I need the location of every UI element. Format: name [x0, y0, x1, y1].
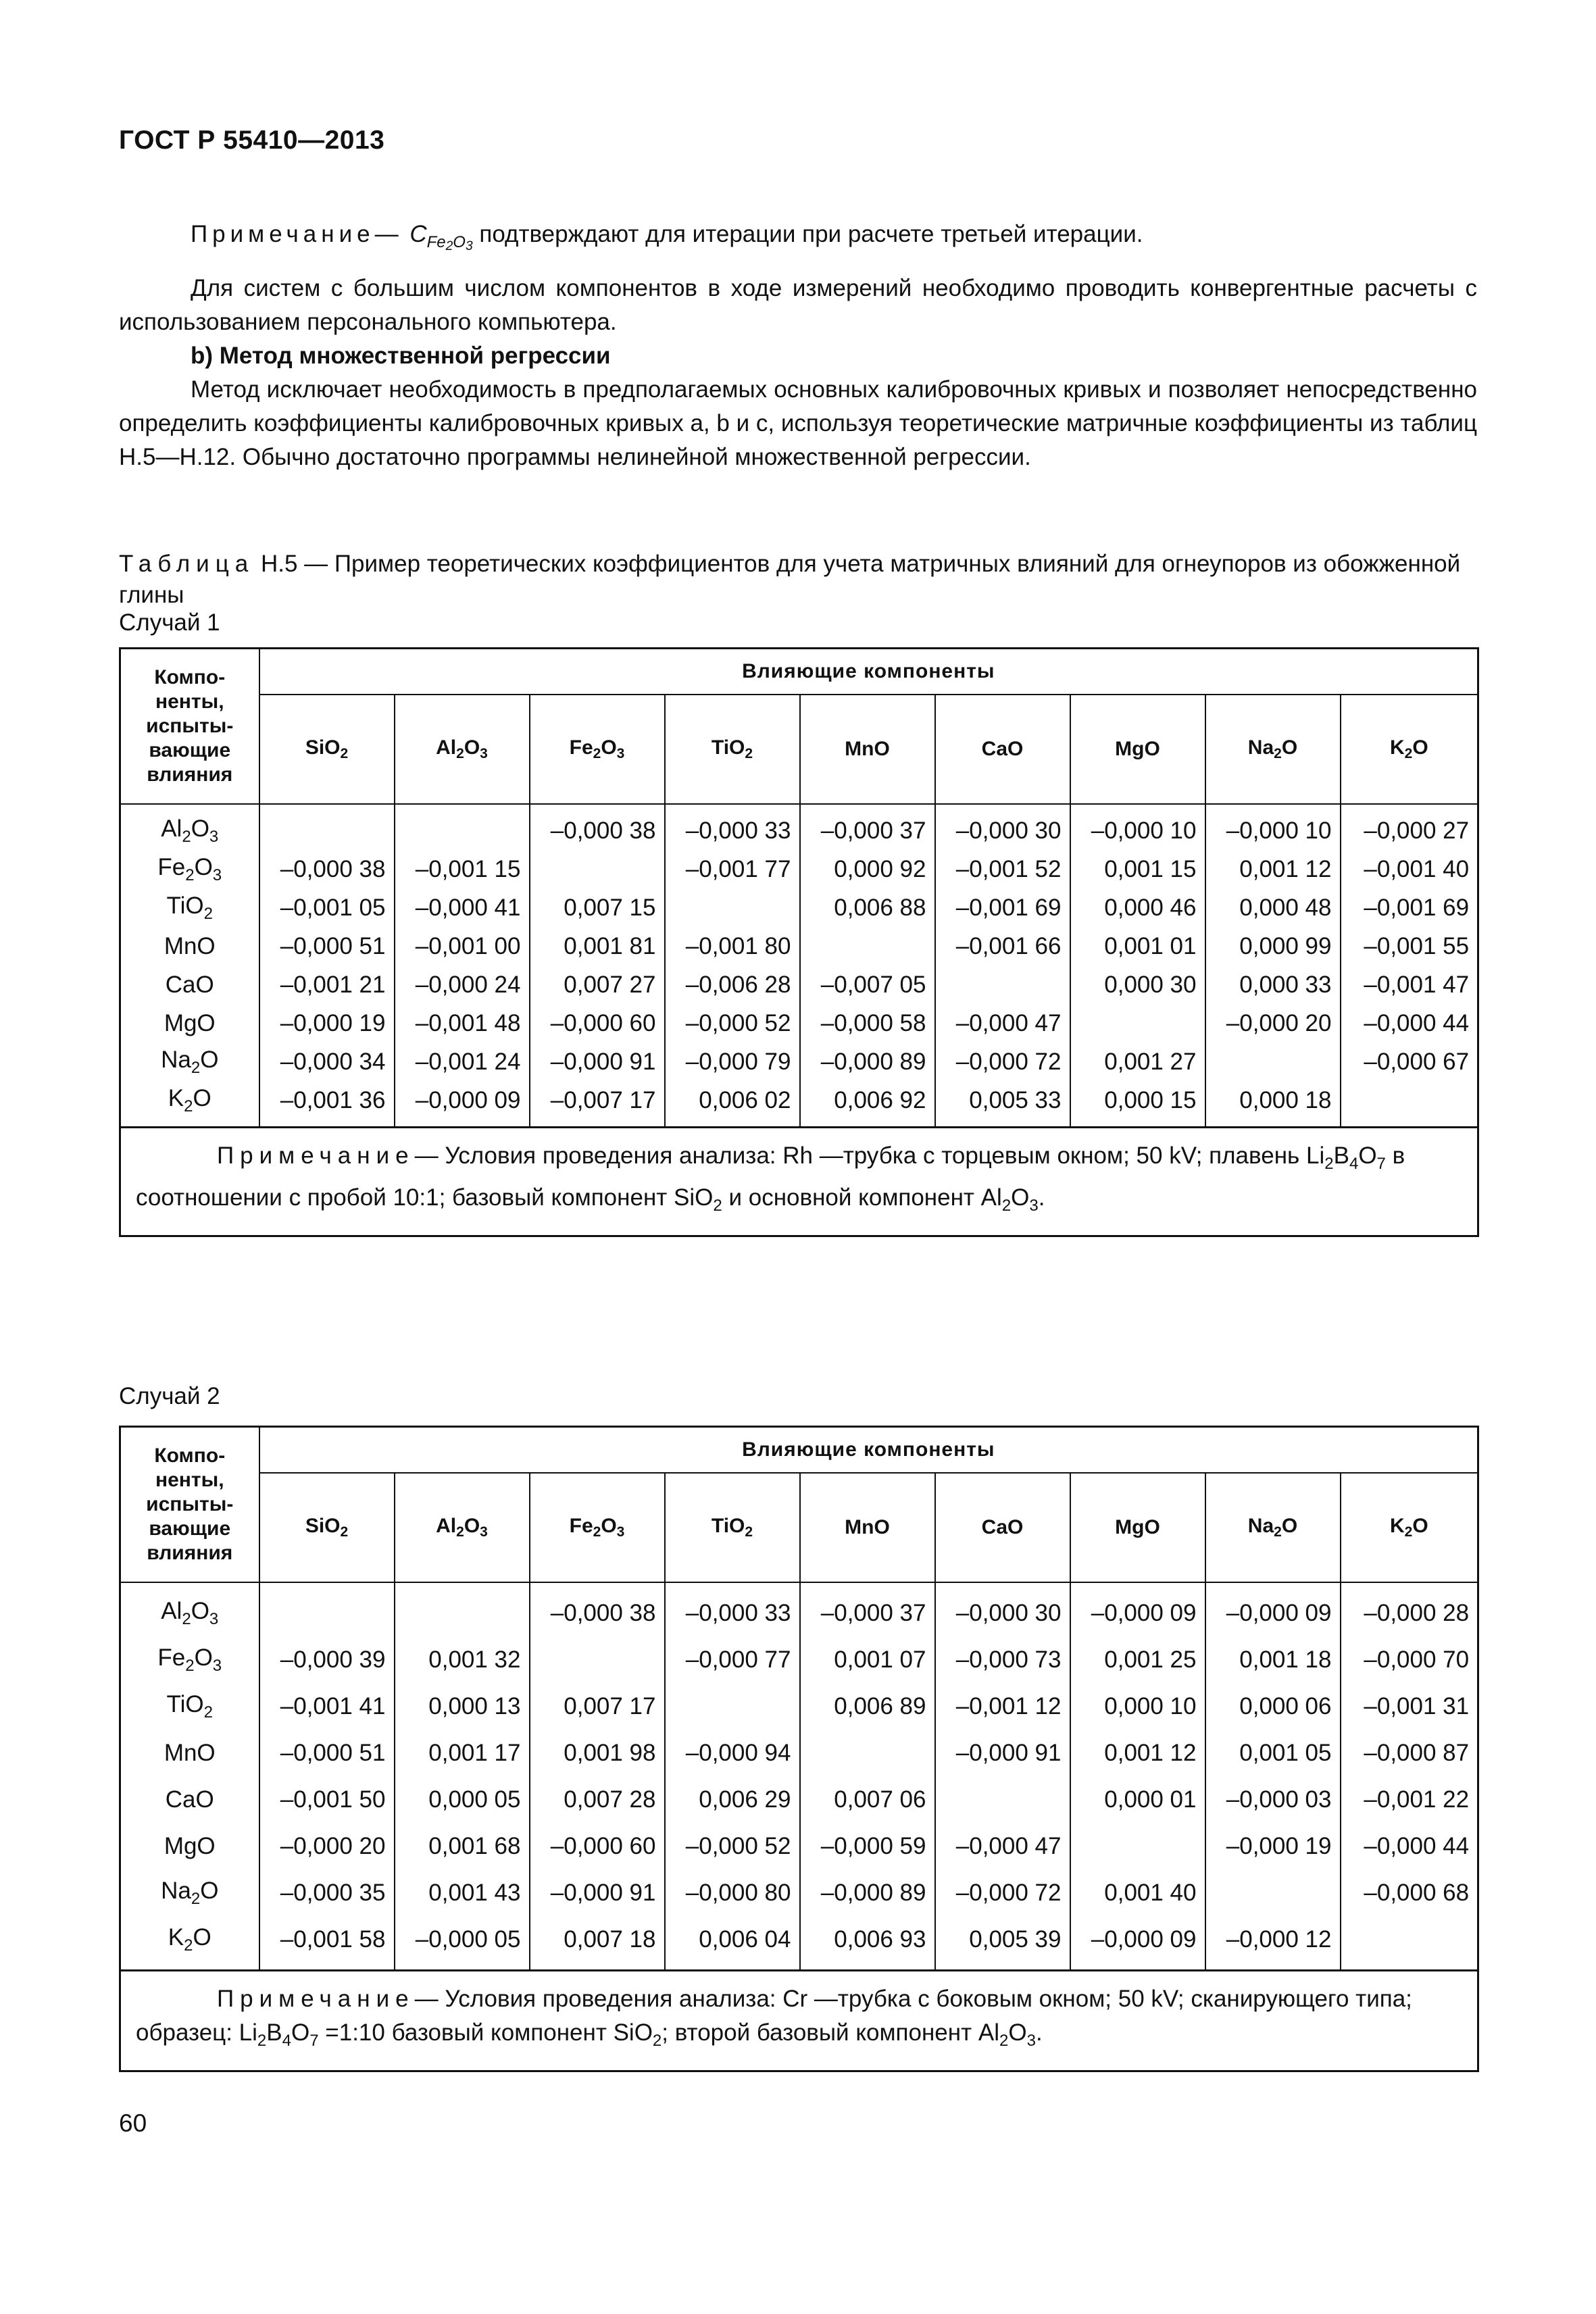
case2-cell [665, 1683, 800, 1730]
case1-row-name: $K_2O$ [120, 1081, 259, 1120]
case1-cell: –0,001 47 [1341, 965, 1478, 1004]
case1-cell: 0,000 46 [1070, 888, 1205, 927]
case2-cell: 0,001 68 [395, 1823, 530, 1869]
table-row [120, 1004, 1478, 1042]
standard-header: ГОСТ Р 55410—2013 [119, 126, 385, 155]
case2-cell [530, 1636, 665, 1683]
case1-cell: 0,007 27 [530, 965, 665, 1004]
case1-cell: 0,001 27 [1070, 1042, 1205, 1081]
case2-cell: –0,000 30 [935, 1590, 1070, 1636]
case2-cell: –0,000 20 [259, 1823, 395, 1869]
case1-cell: 0,000 30 [1070, 965, 1205, 1004]
case2-cell: 0,000 13 [395, 1683, 530, 1730]
case2-cell: 0,001 05 [1205, 1730, 1341, 1776]
case2-col-header-cao: CaO [935, 1473, 1070, 1582]
case2-cell [800, 1730, 935, 1776]
case1-cell: –0,000 33 [665, 811, 800, 850]
case2-cell: –0,000 51 [259, 1730, 395, 1776]
case1-cell: 0,001 01 [1070, 927, 1205, 965]
case1-cell: –0,001 15 [395, 850, 530, 888]
case2-cell: –0,000 70 [1341, 1636, 1478, 1683]
case1-cell: –0,000 51 [259, 927, 395, 965]
note-top-symbol-sub: Fe2O3 [426, 233, 473, 253]
paragraph-convergent: Для систем с большим числом компонентов в ходе измерений необходимо проводить конвергентные расчеты с использованием персонального компьютера. [119, 275, 1477, 335]
case2-cell: –0,000 94 [665, 1730, 800, 1776]
case1-cell: –0,000 38 [530, 811, 665, 850]
case2-cell: 0,007 06 [800, 1776, 935, 1823]
case1-cell: –0,000 24 [395, 965, 530, 1004]
case2-cell: –0,000 77 [665, 1636, 800, 1683]
case1-cell: –0,000 37 [800, 811, 935, 850]
case1-cell: –0,001 24 [395, 1042, 530, 1081]
case2-cell: –0,000 91 [530, 1869, 665, 1916]
paragraph-regression: Метод исключает необходимость в предполагаемых основных калибровочных кривых и позволяет непосредственно определить коэффициенты калибровочных кривых a, b и c, используя теоретические матричные коэффициенты из таблиц Н.5—Н.12. Обычно достаточно программы нелинейной множественной регрессии. [119, 376, 1477, 470]
case2-cell: –0,000 87 [1341, 1730, 1478, 1776]
case1-cell: –0,000 41 [395, 888, 530, 927]
case1-cell: 0,006 92 [800, 1081, 935, 1120]
case2-title: Случай 2 [119, 1383, 220, 1409]
case1-cell: –0,001 00 [395, 927, 530, 965]
case1-col-header-k2o: $K_2O$ [1341, 695, 1478, 804]
case1-cell: –0,007 05 [800, 965, 935, 1004]
case2-cell: 0,001 43 [395, 1869, 530, 1916]
case1-table [119, 647, 1479, 1237]
case2-cell: 0,001 07 [800, 1636, 935, 1683]
case2-cell: 0,000 06 [1205, 1683, 1341, 1730]
case2-col-header-tio2: TiO$_2$ [665, 1473, 800, 1582]
case1-cell: –0,000 30 [935, 811, 1070, 850]
case2-col-header-na2o: $Na_2O$ [1205, 1473, 1341, 1582]
case1-cell: 0,001 81 [530, 927, 665, 965]
case1-row-name: TiO$_2$ [120, 888, 259, 927]
case1-col-header-cao: CaO [935, 695, 1070, 804]
case1-cell: 0,000 99 [1205, 927, 1341, 965]
case1-cell: –0,000 52 [665, 1004, 800, 1042]
case2-cell: 0,001 40 [1070, 1869, 1205, 1916]
case2-col-header-fe2o3: $Fe_2O_3$ [530, 1473, 665, 1582]
case1-cell [1070, 1004, 1205, 1042]
case2-cell: 0,000 10 [1070, 1683, 1205, 1730]
case2-cell: –0,001 12 [935, 1683, 1070, 1730]
case2-row-name: $Al_2O_3$ [120, 1590, 259, 1636]
case2-cell: –0,000 89 [800, 1869, 935, 1916]
case1-cell [665, 888, 800, 927]
case2-col-header-sio2: SiO$_2$ [259, 1473, 395, 1582]
case2-cell: –0,000 33 [665, 1590, 800, 1636]
case1-cell: –0,000 34 [259, 1042, 395, 1081]
case1-cell: –0,000 38 [259, 850, 395, 888]
case2-cell: –0,000 37 [800, 1590, 935, 1636]
case2-cell: –0,000 80 [665, 1869, 800, 1916]
case1-cell: –0,007 17 [530, 1081, 665, 1120]
case1-cell: –0,000 44 [1341, 1004, 1478, 1042]
case1-row-name: CaO [120, 965, 259, 1004]
case2-cell: 0,000 05 [395, 1776, 530, 1823]
table-row [120, 1869, 1478, 1916]
case1-cell: –0,000 89 [800, 1042, 935, 1081]
case2-cell: –0,000 60 [530, 1823, 665, 1869]
case1-cell: –0,000 72 [935, 1042, 1070, 1081]
case2-cell: 0,006 04 [665, 1916, 800, 1963]
table-caption [119, 549, 1477, 611]
case1-row-name: MnO [120, 927, 259, 965]
case2-cell: 0,001 18 [1205, 1636, 1341, 1683]
case1-cell [1205, 1042, 1341, 1081]
case2-cell: 0,007 18 [530, 1916, 665, 1963]
case2-cell: –0,000 28 [1341, 1590, 1478, 1636]
case2-cell [1070, 1823, 1205, 1869]
table-row [120, 811, 1478, 850]
case2-cell: –0,000 44 [1341, 1823, 1478, 1869]
case1-cell: 0,000 15 [1070, 1081, 1205, 1120]
case2-cell: 0,005 39 [935, 1916, 1070, 1963]
case1-cell: 0,000 92 [800, 850, 935, 888]
case2-cell: –0,001 58 [259, 1916, 395, 1963]
case2-row-name: $K_2O$ [120, 1916, 259, 1963]
case2-cell: –0,000 72 [935, 1869, 1070, 1916]
case1-col-header-al2o3: $Al_2O_3$ [395, 695, 530, 804]
case2-cell: –0,000 09 [1205, 1590, 1341, 1636]
case2-cell: –0,000 35 [259, 1869, 395, 1916]
case1-cell: –0,000 10 [1205, 811, 1341, 850]
case2-cell: –0,000 03 [1205, 1776, 1341, 1823]
case2-note: Примечание— Условия проведения анализа: Cr —трубка с боковым окном; 50 kV; сканирующего типа; образец: $Li_2B_4O_7$ =1:10 базовый компонент SiO$_2$; второй базовый компонент $Al_2O_3$. [120, 1971, 1478, 2071]
case1-cell: –0,001 69 [935, 888, 1070, 927]
case1-cell: 0,001 15 [1070, 850, 1205, 888]
case2-cell: –0,000 05 [395, 1916, 530, 1963]
case1-cell [259, 811, 395, 850]
case2-col-header-al2o3: $Al_2O_3$ [395, 1473, 530, 1582]
case1-cell: –0,000 47 [935, 1004, 1070, 1042]
table-row [120, 1916, 1478, 1963]
case2-cell: –0,000 12 [1205, 1916, 1341, 1963]
case2-cell [1205, 1869, 1341, 1916]
case2-cell: –0,001 50 [259, 1776, 395, 1823]
case1-cell: –0,001 77 [665, 850, 800, 888]
case2-cell: –0,000 19 [1205, 1823, 1341, 1869]
note-top-symbol: C [409, 221, 427, 247]
case1-cell: –0,000 19 [259, 1004, 395, 1042]
case1-cell [935, 965, 1070, 1004]
case1-col-header-fe2o3: $Fe_2O_3$ [530, 695, 665, 804]
case2-row-name: $Fe_2O_3$ [120, 1636, 259, 1683]
case2-col0-header: Компо- ненты, испыты- вающие влияния [120, 1427, 259, 1583]
case1-cell: –0,000 67 [1341, 1042, 1478, 1081]
table-row [120, 1776, 1478, 1823]
case1-cell: 0,000 18 [1205, 1081, 1341, 1120]
table-row [120, 888, 1478, 927]
table-row [120, 1823, 1478, 1869]
case2-table [119, 1426, 1479, 2072]
case2-row-name: MgO [120, 1823, 259, 1869]
case2-cell: 0,007 28 [530, 1776, 665, 1823]
case1-cell: 0,001 12 [1205, 850, 1341, 888]
table-row [120, 1636, 1478, 1683]
case1-cell: –0,001 36 [259, 1081, 395, 1120]
case1-row-name: $Al_2O_3$ [120, 811, 259, 850]
case1-row-name: $Fe_2O_3$ [120, 850, 259, 888]
case1-cell: –0,001 48 [395, 1004, 530, 1042]
table-row [120, 1042, 1478, 1081]
case1-col-header-mgo: MgO [1070, 695, 1205, 804]
table-row [120, 1081, 1478, 1120]
case2-cell: –0,000 52 [665, 1823, 800, 1869]
case2-cell: –0,000 91 [935, 1730, 1070, 1776]
table-row [120, 1590, 1478, 1636]
case2-cell: 0,001 98 [530, 1730, 665, 1776]
table-row [120, 927, 1478, 965]
case2-cell [935, 1776, 1070, 1823]
case1-cell: –0,000 79 [665, 1042, 800, 1081]
case2-cell [395, 1590, 530, 1636]
case1-col-header-na2o: $Na_2O$ [1205, 695, 1341, 804]
case1-cell: –0,001 52 [935, 850, 1070, 888]
case1-cell: –0,000 10 [1070, 811, 1205, 850]
case2-cell: –0,000 39 [259, 1636, 395, 1683]
case2-cell: –0,000 09 [1070, 1590, 1205, 1636]
case2-cell: –0,000 47 [935, 1823, 1070, 1869]
case1-cell: –0,001 05 [259, 888, 395, 927]
case2-row-name: CaO [120, 1776, 259, 1823]
case2-cell: –0,000 09 [1070, 1916, 1205, 1963]
case2-col-header-mgo: MgO [1070, 1473, 1205, 1582]
case1-row-name: $Na_2O$ [120, 1042, 259, 1081]
case1-group-header: Влияющие компоненты [259, 649, 1478, 695]
case1-cell: 0,006 02 [665, 1081, 800, 1120]
case2-row-name: TiO$_2$ [120, 1683, 259, 1730]
table-row [120, 1683, 1478, 1730]
table-row [120, 1730, 1478, 1776]
case1-cell: –0,001 55 [1341, 927, 1478, 965]
case2-col-header-k2o: $K_2O$ [1341, 1473, 1478, 1582]
case1-cell: –0,001 66 [935, 927, 1070, 965]
case2-cell: –0,001 22 [1341, 1776, 1478, 1823]
case2-cell: –0,000 59 [800, 1823, 935, 1869]
case2-cell: 0,007 17 [530, 1683, 665, 1730]
note-top-label: Примечание— [191, 221, 403, 247]
note-top [119, 218, 1477, 263]
case1-title: Случай 1 [119, 609, 220, 636]
case2-cell: 0,006 89 [800, 1683, 935, 1730]
case1-cell: 0,000 33 [1205, 965, 1341, 1004]
case1-col-header-mno: MnO [800, 695, 935, 804]
table-row [120, 850, 1478, 888]
case1-cell: –0,001 21 [259, 965, 395, 1004]
case2-row-name: $Na_2O$ [120, 1869, 259, 1916]
case1-cell: –0,006 28 [665, 965, 800, 1004]
case2-cell: –0,001 31 [1341, 1683, 1478, 1730]
case1-col-header-sio2: SiO$_2$ [259, 695, 395, 804]
case1-cell [530, 850, 665, 888]
case1-cell [800, 927, 935, 965]
case1-cell: –0,000 09 [395, 1081, 530, 1120]
case1-cell [395, 811, 530, 850]
case2-cell: 0,006 29 [665, 1776, 800, 1823]
case2-cell [1341, 1916, 1478, 1963]
case1-cell: –0,000 27 [1341, 811, 1478, 850]
case1-note: Примечание— Условия проведения анализа: Rh —трубка с торцевым окном; 50 kV; плавень $Li_2B_4O_7$ в соотношении с пробой 10:1; базовый компонент SiO$_2$ и основной компонент $Al_2O_3$. [120, 1128, 1478, 1236]
table-caption-text: Н.5 — Пример теоретических коэффициентов для учета матричных влияний для огнеупоров из обожженной глины [119, 551, 1461, 608]
case1-cell: 0,000 48 [1205, 888, 1341, 927]
case2-cell: –0,001 41 [259, 1683, 395, 1730]
case1-cell: –0,000 91 [530, 1042, 665, 1081]
case1-col-header-tio2: TiO$_2$ [665, 695, 800, 804]
case1-cell: –0,001 69 [1341, 888, 1478, 927]
case1-cell: –0,000 20 [1205, 1004, 1341, 1042]
case1-cell: 0,006 88 [800, 888, 935, 927]
case2-cell: –0,000 73 [935, 1636, 1070, 1683]
case2-cell: 0,001 25 [1070, 1636, 1205, 1683]
case2-cell: 0,000 01 [1070, 1776, 1205, 1823]
table-caption-label: Таблица [119, 551, 255, 577]
case2-group-header: Влияющие компоненты [259, 1427, 1478, 1474]
case1-cell: –0,000 58 [800, 1004, 935, 1042]
case2-cell: 0,001 32 [395, 1636, 530, 1683]
case2-cell: –0,000 38 [530, 1590, 665, 1636]
section-b-heading: b) Метод множественной регрессии [191, 343, 611, 369]
case2-cell [259, 1590, 395, 1636]
case2-row-name: MnO [120, 1730, 259, 1776]
case1-cell: –0,000 60 [530, 1004, 665, 1042]
case2-col-header-mno: MnO [800, 1473, 935, 1582]
case1-cell: –0,001 40 [1341, 850, 1478, 888]
case2-cell: –0,000 68 [1341, 1869, 1478, 1916]
case1-col0-header: Компо- ненты, испыты- вающие влияния [120, 649, 259, 805]
case1-cell: –0,001 80 [665, 927, 800, 965]
page-number: 60 [119, 2109, 147, 2137]
table-row [120, 965, 1478, 1004]
case1-cell: 0,007 15 [530, 888, 665, 927]
case2-cell: 0,001 17 [395, 1730, 530, 1776]
case1-cell: 0,005 33 [935, 1081, 1070, 1120]
case1-cell [1341, 1081, 1478, 1120]
case1-row-name: MgO [120, 1004, 259, 1042]
case2-cell: 0,001 12 [1070, 1730, 1205, 1776]
case2-cell: 0,006 93 [800, 1916, 935, 1963]
note-top-text: подтверждают для итерации при расчете третьей итерации. [479, 221, 1143, 247]
